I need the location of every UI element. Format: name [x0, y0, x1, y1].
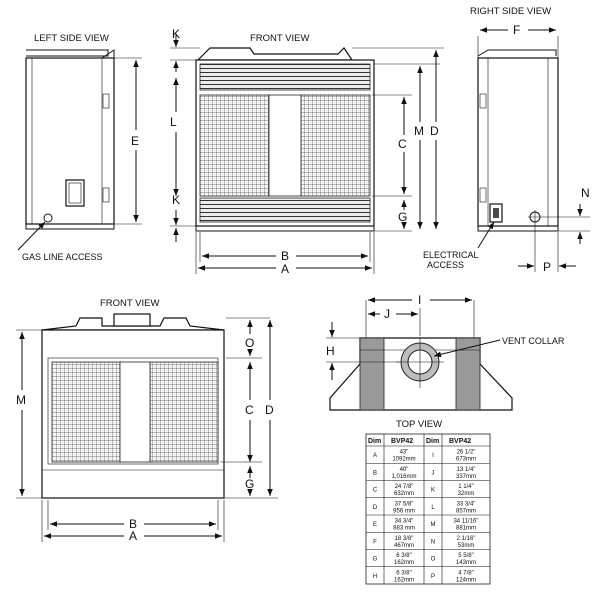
- front-top-opening: [269, 95, 301, 196]
- table-cell-dim-M: M: [430, 522, 436, 528]
- table-cell-imperial-D: 37 5/8": [394, 501, 414, 508]
- front-bottom-screen-left: [52, 362, 120, 462]
- table-cell-imperial-I: 26 1/2": [456, 449, 476, 456]
- front-bottom-screen-right: [150, 362, 218, 462]
- dim-label-C-bottom: C: [245, 403, 254, 417]
- dim-label-O: O: [245, 336, 255, 350]
- table-cell-dim-E: E: [372, 522, 378, 528]
- table-cell-metric-E: 883 mm: [393, 525, 415, 532]
- table-cell-imperial-G: 6 3/8": [396, 553, 412, 559]
- top-view: [326, 293, 565, 430]
- table-cell-imperial-B: 40": [399, 466, 409, 473]
- dimension-table: [366, 434, 490, 584]
- dim-label-I: I: [418, 293, 422, 307]
- table-cell-metric-M: 881mm: [455, 525, 477, 532]
- vent-collar-label: VENT COLLAR: [502, 336, 565, 346]
- left-side-view: [18, 33, 142, 262]
- dim-label-J: J: [384, 307, 390, 321]
- table-cell-dim-H: H: [372, 573, 378, 580]
- table-cell-dim-F: F: [373, 539, 377, 546]
- table-cell-metric-L: 857mm: [455, 508, 477, 515]
- dim-label-L: L: [170, 115, 177, 129]
- table-cell-metric-H: 162mm: [393, 577, 415, 584]
- table-cell-imperial-J: 13 1/4": [456, 466, 476, 473]
- table-cell-dim-N: N: [430, 539, 436, 546]
- table-header-model-left: BVP42: [391, 438, 414, 445]
- gas-line-access-label: GAS LINE ACCESS: [22, 252, 103, 262]
- table-cell-metric-B: 1,016mm: [391, 473, 417, 480]
- table-cell-metric-D: 956 mm: [393, 508, 415, 515]
- table-cell-metric-K: 32mm: [457, 491, 475, 497]
- front-bottom-collar: [114, 314, 150, 326]
- table-cell-metric-J: 337mm: [455, 473, 477, 480]
- dim-label-F: F: [513, 23, 521, 37]
- dim-label-N: N: [581, 186, 590, 200]
- table-cell-imperial-H: 6 3/8": [396, 570, 412, 577]
- dim-label-A-bottom: A: [129, 529, 138, 543]
- top-view-bracket-right: [456, 338, 480, 410]
- table-cell-metric-I: 673mm: [455, 456, 477, 463]
- dim-label-G-bottom: G: [245, 477, 255, 491]
- dim-label-G-top: G: [398, 210, 408, 224]
- table-cell-dim-O: O: [430, 556, 436, 563]
- dim-label-K-bottom: K: [172, 193, 181, 207]
- table-cell-metric-O: 143mm: [455, 560, 477, 566]
- dim-label-H: H: [326, 344, 335, 358]
- table-cell-imperial-C: 24 7/8": [394, 484, 414, 490]
- table-cell-dim-A: A: [372, 453, 378, 459]
- table-cell-dim-L: L: [431, 504, 435, 511]
- dim-label-M-bottom: M: [16, 393, 26, 407]
- table-cell-imperial-K: 1 1/4": [458, 484, 474, 490]
- dim-label-K-top: K: [172, 27, 181, 41]
- table-cell-dim-P: P: [430, 573, 436, 580]
- table-cell-metric-A: 1092mm: [392, 456, 416, 463]
- table-header-model-right: BVP42: [449, 438, 472, 445]
- table-cell-imperial-L: 33 3/4": [456, 501, 476, 508]
- table-cell-imperial-N: 2 1/16": [456, 535, 476, 542]
- front-view-top: [170, 27, 444, 276]
- front-view-top-title: FRONT VIEW: [250, 33, 310, 44]
- table-cell-imperial-P: 4 7/8": [458, 570, 474, 577]
- right-side-view: [423, 6, 590, 274]
- table-cell-metric-G: 162mm: [393, 560, 415, 566]
- front-view-bottom: [16, 298, 278, 543]
- table-header-dim-right: Dim: [426, 438, 440, 445]
- dim-label-E: E: [131, 134, 140, 148]
- table-cell-metric-F: 467mm: [393, 542, 415, 549]
- table-cell-imperial-O: 5 5/8": [458, 553, 474, 559]
- table-cell-metric-N: 53mm: [457, 542, 475, 549]
- table-cell-dim-B: B: [372, 470, 378, 477]
- dim-label-B-bottom: B: [129, 517, 138, 531]
- table-cell-metric-P: 124mm: [455, 577, 477, 584]
- dim-label-D-top: D: [430, 124, 439, 138]
- front-top-louver: [200, 64, 370, 90]
- right-side-view-title: RIGHT SIDE VIEW: [470, 6, 552, 17]
- dim-label-A-top: A: [281, 262, 290, 276]
- table-cell-dim-C: C: [372, 487, 378, 494]
- table-cell-imperial-A: 43": [399, 449, 409, 456]
- table-cell-dim-I: I: [432, 453, 434, 459]
- electrical-label-line2: ACCESS: [427, 260, 465, 270]
- dim-label-B-top: B: [281, 249, 290, 263]
- table-cell-metric-C: 632mm: [393, 491, 415, 497]
- table-cell-dim-D: D: [372, 504, 378, 511]
- top-view-bracket-left: [360, 338, 384, 410]
- right-side-body: [478, 58, 558, 226]
- table-header-dim-left: Dim: [368, 438, 382, 445]
- electrical-label-line1: ELECTRICAL: [423, 250, 479, 260]
- front-top-screen-left: [200, 95, 269, 196]
- dim-label-P: P: [543, 260, 552, 274]
- dim-label-C-top: C: [398, 137, 407, 151]
- top-view-title: TOP VIEW: [396, 419, 443, 430]
- dim-label-M-top: M: [414, 124, 424, 138]
- dim-label-D-bottom: D: [265, 403, 274, 417]
- front-top-flange: [198, 48, 352, 60]
- table-cell-imperial-M: 34 11/16": [453, 518, 479, 525]
- front-view-bottom-title: FRONT VIEW: [100, 298, 160, 309]
- front-bottom-opening: [120, 362, 150, 462]
- table-cell-imperial-F: 18 3/8": [394, 535, 414, 542]
- table-cell-dim-K: K: [430, 487, 436, 494]
- left-side-view-title: LEFT SIDE VIEW: [34, 33, 109, 44]
- table-cell-dim-J: J: [431, 470, 435, 477]
- front-top-screen-right: [301, 95, 370, 196]
- left-top-flange: [26, 50, 108, 56]
- table-cell-imperial-E: 34 3/4": [394, 518, 414, 525]
- table-cell-dim-G: G: [372, 556, 378, 563]
- left-access-panel: [66, 180, 84, 206]
- front-bottom-louver: [200, 198, 370, 222]
